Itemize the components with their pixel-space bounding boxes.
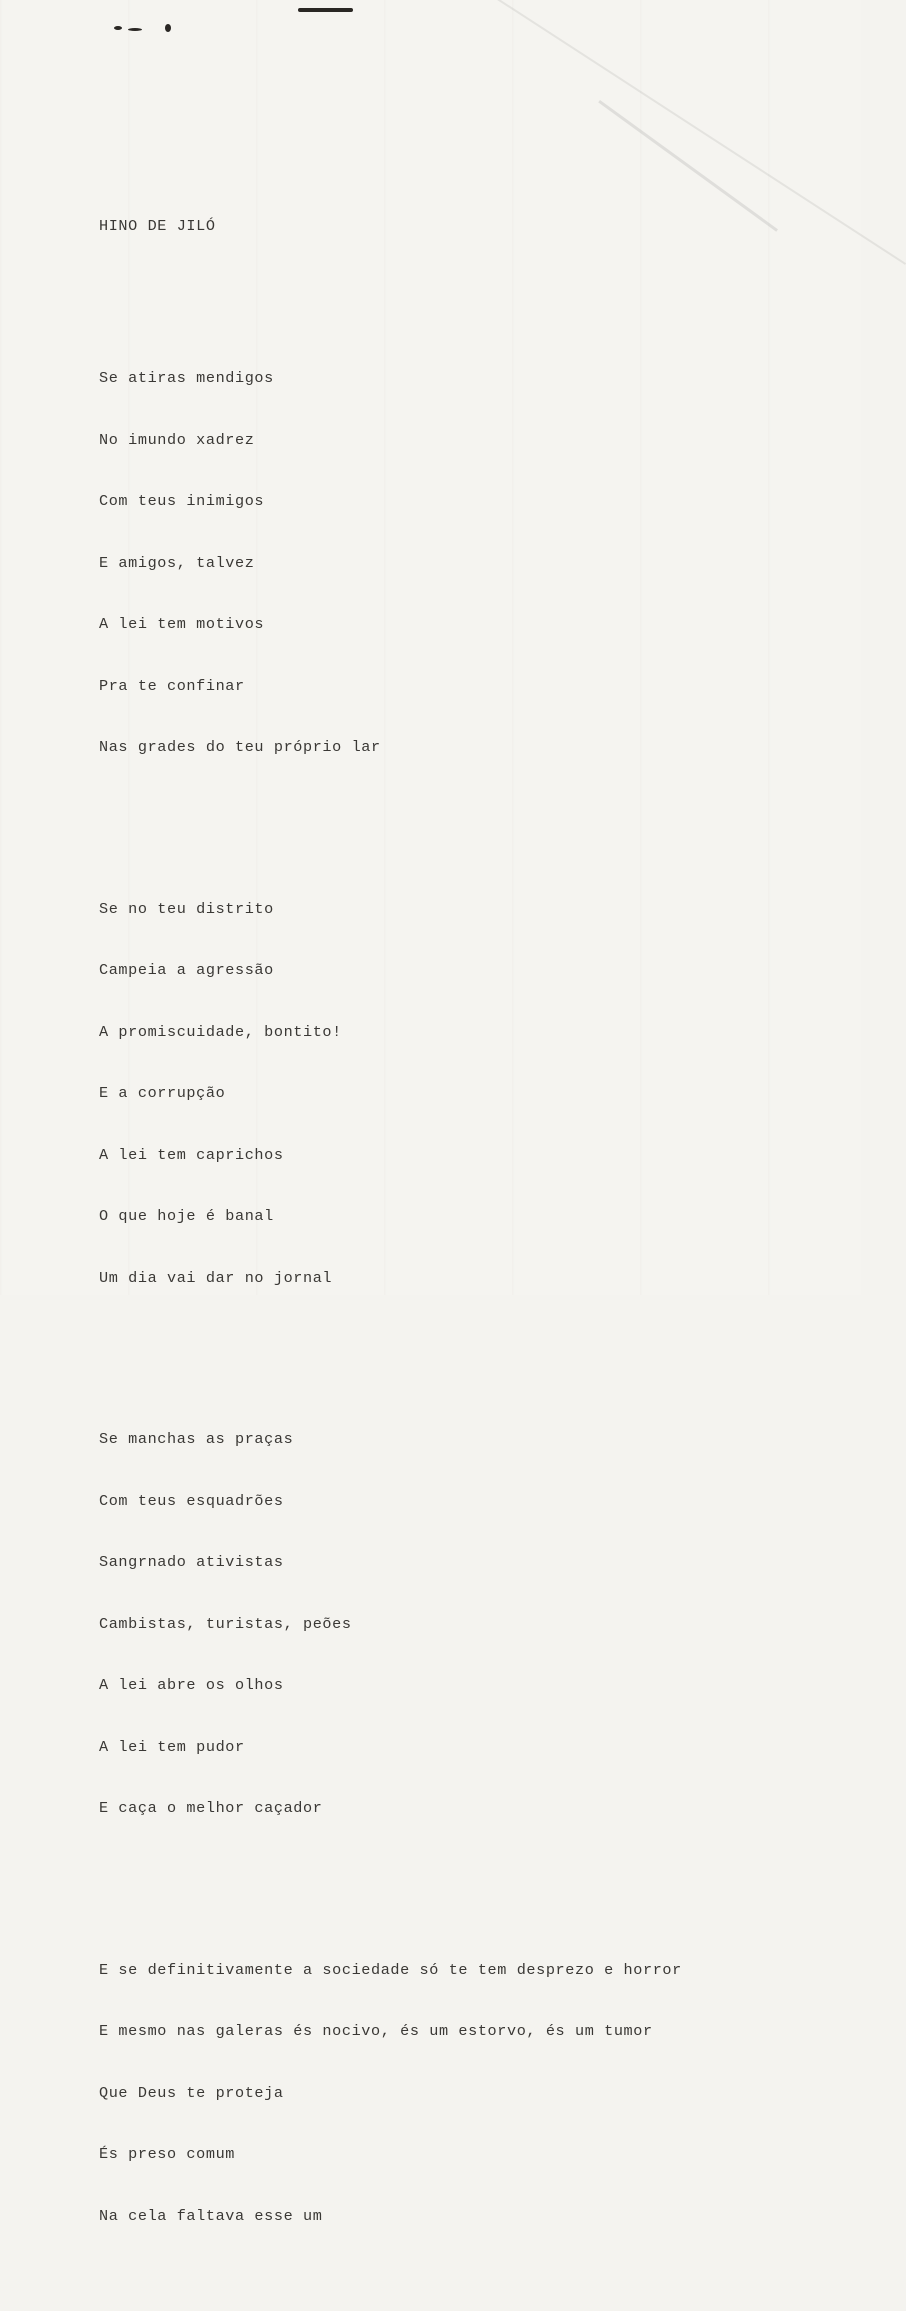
verse-line: E mesmo nas galeras és nocivo, és um estorvo, és um tumor bbox=[99, 2022, 653, 2040]
poem-text bbox=[99, 178, 682, 2311]
verse-line: E se definitivamente a sociedade só te tem desprezo e horror bbox=[99, 1960, 682, 1979]
verse-line: Se no teu distrito bbox=[99, 899, 274, 918]
verse-line: Com teus inimigos bbox=[99, 492, 265, 510]
verse-line: És preso comum bbox=[99, 2145, 235, 2163]
verse-line: A lei abre os olhos bbox=[99, 1676, 284, 1694]
verse-line: Com teus esquadrões bbox=[99, 1491, 284, 1510]
stanza bbox=[99, 1922, 682, 2266]
verse-line: E amigos, talvez bbox=[99, 553, 255, 572]
verse-line: Cambistas, turistas, peões bbox=[99, 1614, 352, 1633]
ink-smudge-mark bbox=[128, 28, 142, 31]
verse-line: Campeia a agressão bbox=[99, 961, 274, 979]
stanza bbox=[99, 1391, 682, 1858]
verse-line: E a corrupção bbox=[99, 1084, 226, 1102]
verse-line: Nas grades do teu próprio lar bbox=[99, 738, 381, 756]
verse-line: Se manchas as praças bbox=[99, 1430, 294, 1448]
stanza bbox=[99, 861, 682, 1328]
stanza bbox=[99, 330, 682, 797]
ink-smudge-mark bbox=[165, 24, 171, 32]
verse-line: A lei tem caprichos bbox=[99, 1145, 284, 1164]
verse-line: Um dia vai dar no jornal bbox=[99, 1268, 333, 1287]
verse-line: Que Deus te proteja bbox=[99, 2083, 284, 2102]
verse-line: Se atiras mendigos bbox=[99, 369, 274, 387]
verse-line: E caça o melhor caçador bbox=[99, 1799, 323, 1817]
verse-line: A lei tem motivos bbox=[99, 615, 265, 633]
verse-line: No imundo xadrez bbox=[99, 430, 255, 449]
poem-title: HINO DE JILÓ bbox=[99, 217, 216, 235]
verse-line: Na cela faltava esse um bbox=[99, 2206, 323, 2225]
verse-line: Pra te confinar bbox=[99, 676, 245, 695]
ink-smudge-mark bbox=[114, 26, 122, 30]
verse-line: A lei tem pudor bbox=[99, 1737, 245, 1756]
ink-smudge-mark bbox=[298, 8, 353, 12]
verse-line: O que hoje é banal bbox=[99, 1207, 274, 1225]
verse-line: A promiscuidade, bontito! bbox=[99, 1022, 342, 1041]
verse-line: Sangrnado ativistas bbox=[99, 1553, 284, 1571]
